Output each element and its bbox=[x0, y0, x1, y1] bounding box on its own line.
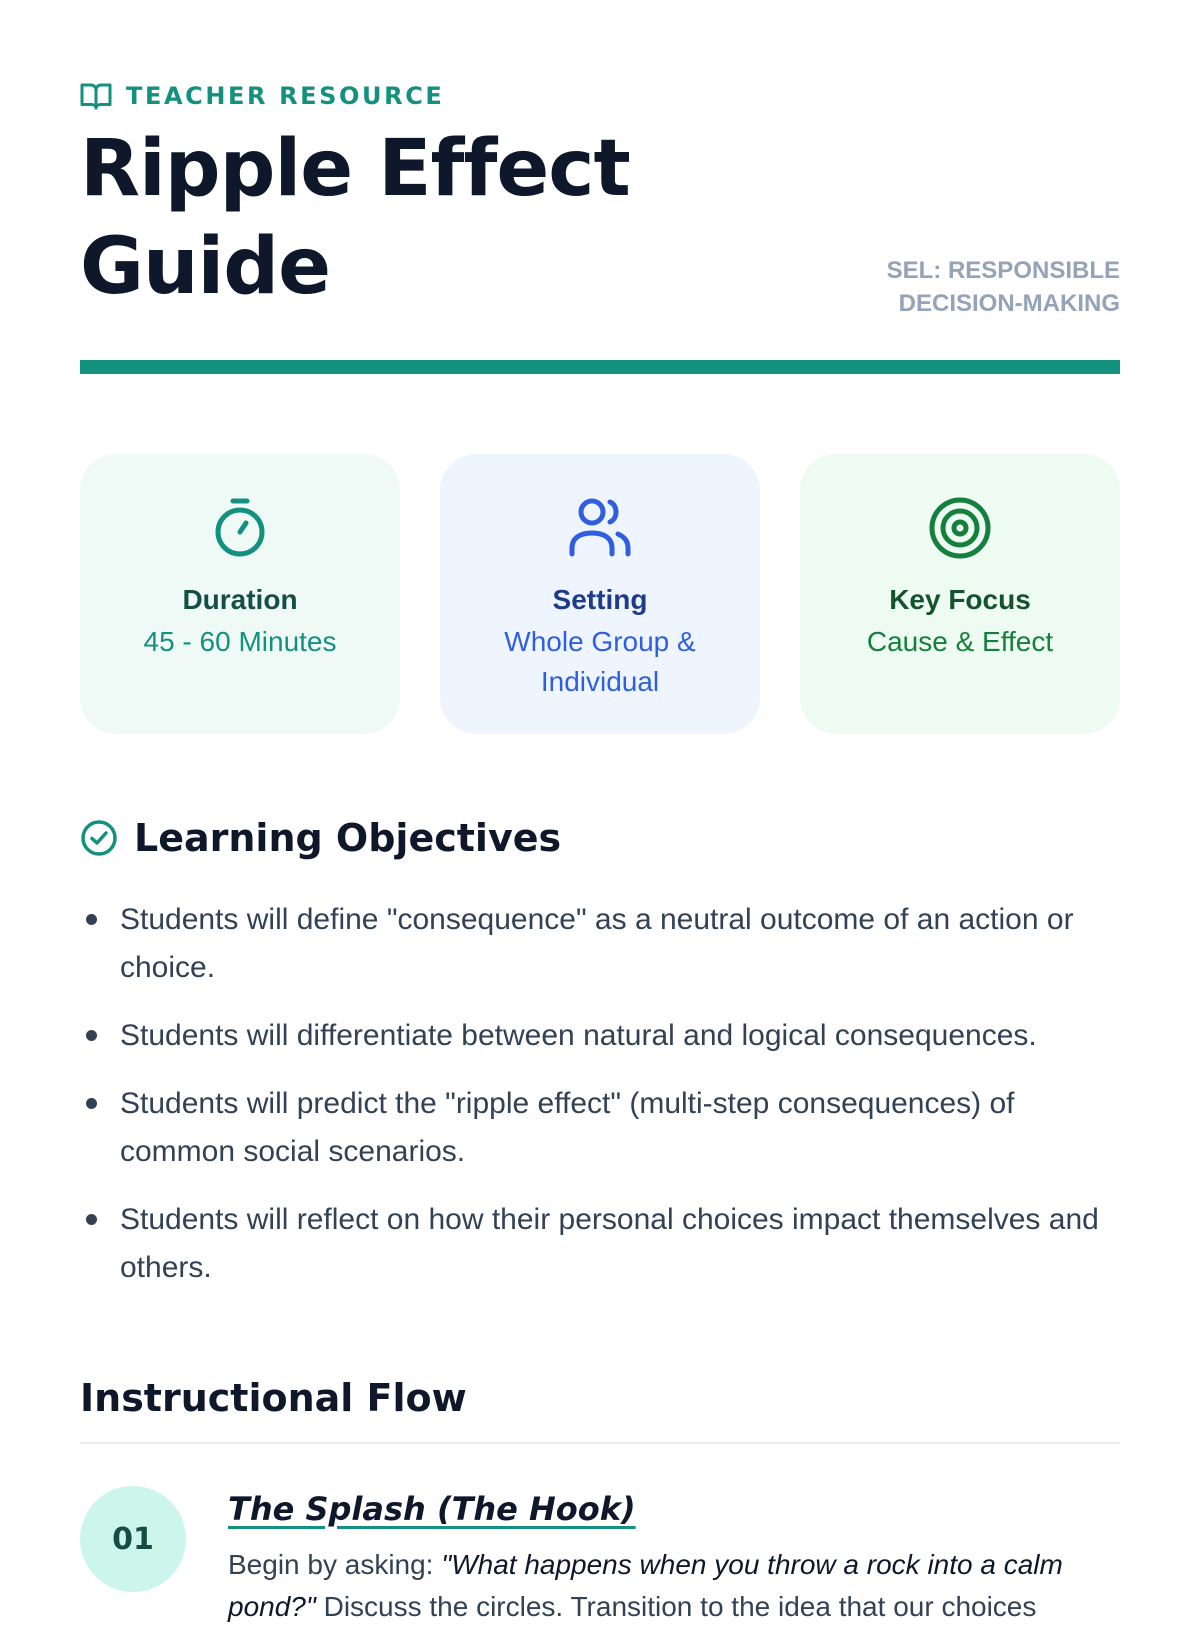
key-focus-card bbox=[800, 454, 1120, 734]
page-title: Ripple Effect Guide bbox=[80, 124, 630, 312]
objectives-list bbox=[80, 896, 1120, 1312]
objectives-heading bbox=[80, 816, 561, 860]
duration-card bbox=[80, 454, 400, 734]
teacher-guide-page bbox=[80, 0, 1120, 1622]
objectives-title: Learning Objectives bbox=[134, 816, 562, 860]
flow-divider bbox=[80, 1442, 1120, 1444]
bullet bbox=[86, 1214, 97, 1225]
list-item bbox=[80, 1080, 1120, 1176]
objective-text: Students will reflect on how their personal choices impact themselves and others. bbox=[120, 1203, 1099, 1284]
header-divider bbox=[80, 360, 1120, 374]
setting-label: Setting bbox=[552, 584, 648, 615]
stopwatch-icon bbox=[208, 496, 272, 560]
step-title: The Splash (The Hook) bbox=[228, 1490, 636, 1528]
setting-card bbox=[440, 454, 760, 734]
summary-cards bbox=[80, 454, 1120, 734]
key-focus-value: Cause & Effect bbox=[866, 626, 1054, 657]
objective-text: Students will define "consequence" as a neutral outcome of an action or choice. bbox=[120, 903, 1074, 984]
list-item bbox=[80, 1012, 1120, 1060]
objective-text: Students will predict the "ripple effect" (multi-step consequences) of common social scenarios. bbox=[120, 1087, 1015, 1168]
duration-label: Duration bbox=[182, 584, 298, 615]
sel-tag: SEL: RESPONSIBLE DECISION-MAKING bbox=[886, 257, 1120, 317]
duration-value: 45 - 60 Minutes bbox=[143, 626, 337, 657]
target-icon bbox=[928, 496, 992, 560]
bullet bbox=[86, 914, 97, 925]
check-circle-icon bbox=[80, 819, 118, 857]
bullet bbox=[86, 1098, 97, 1109]
list-item bbox=[80, 1196, 1120, 1292]
eyebrow bbox=[80, 82, 444, 110]
step-rest: Discuss the circles. Transition to the idea that our choices bbox=[323, 1591, 1037, 1622]
list-item bbox=[80, 896, 1120, 992]
objective-text: Students will differentiate between natural and logical consequences. bbox=[120, 1019, 1037, 1052]
book-open-icon bbox=[80, 82, 112, 110]
step-number: 01 bbox=[80, 1486, 186, 1592]
key-focus-label: Key Focus bbox=[889, 584, 1031, 615]
setting-value: Whole Group & Individual bbox=[504, 626, 696, 697]
step-intro: Begin by asking: bbox=[228, 1549, 434, 1580]
bullet bbox=[86, 1030, 97, 1041]
flow-title: Instructional Flow bbox=[80, 1376, 467, 1420]
step-body bbox=[228, 1544, 1120, 1628]
step-quote: "What happens when you throw a rock into a calm pond?" bbox=[228, 1549, 1063, 1622]
users-icon bbox=[568, 496, 632, 560]
eyebrow-label: TEACHER RESOURCE bbox=[126, 82, 445, 110]
